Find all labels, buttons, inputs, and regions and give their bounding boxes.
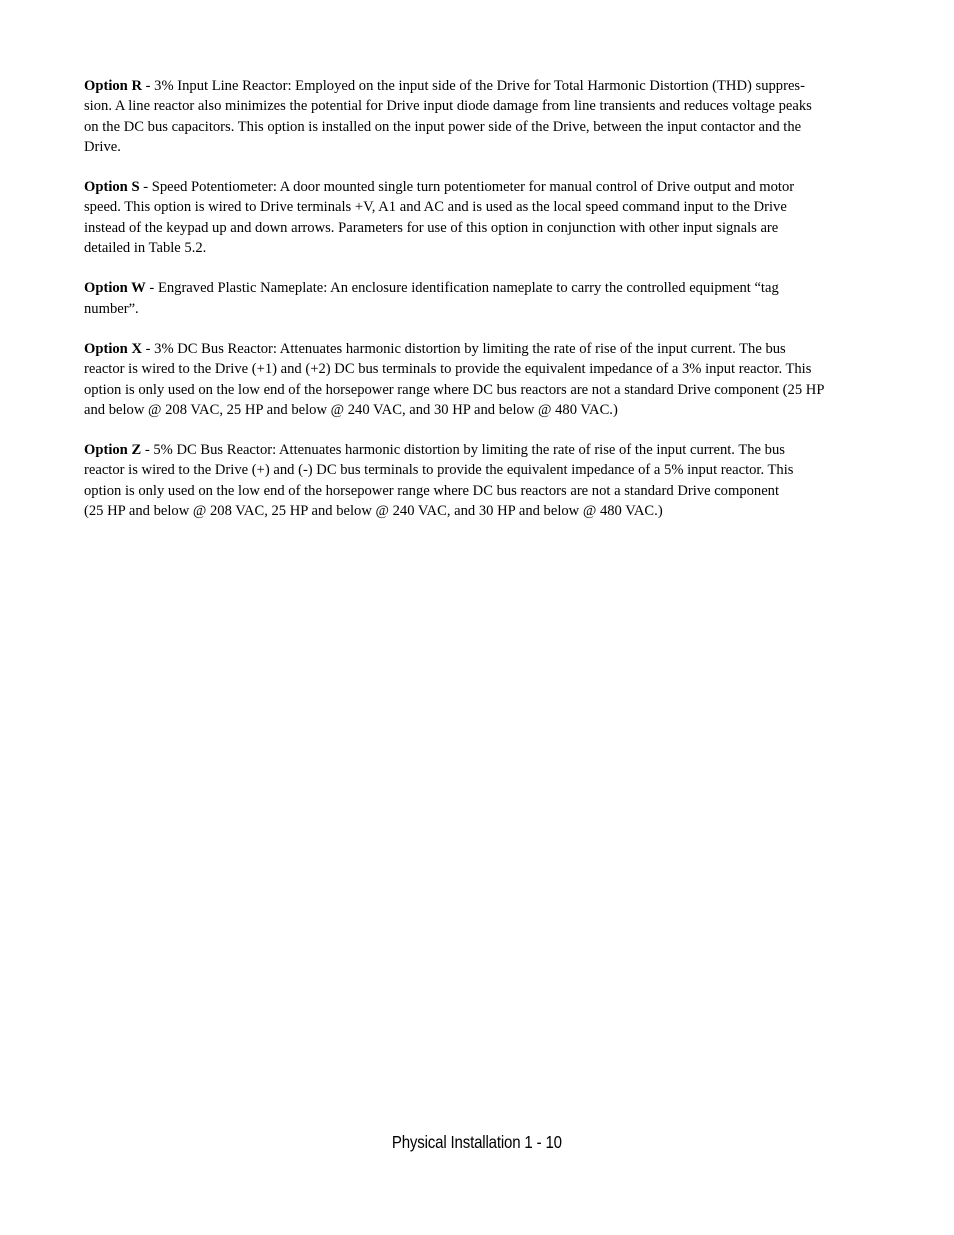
paragraph-line — [84, 440, 874, 460]
paragraph-line: instead of the keypad up and down arrows. Parameters for use of this option in conjunction with other input signals are — [84, 219, 779, 236]
option-s-paragraph — [84, 177, 874, 258]
paragraph-line — [84, 278, 874, 298]
option-z-paragraph — [84, 440, 874, 521]
paragraph-line: reactor is wired to the Drive (+1) and (+2) DC bus terminals to provide the equivalent impedance of a 3% input reactor. This — [84, 361, 812, 378]
paragraph-line — [84, 76, 874, 96]
paragraph-line: reactor is wired to the Drive (+) and (-) DC bus terminals to provide the equivalent impedance of a 5% input reactor. This — [84, 462, 794, 479]
paragraph-line — [84, 177, 874, 197]
paragraph-line: on the DC bus capacitors. This option is installed on the input power side of the Drive, between the input contactor and the — [84, 118, 802, 135]
paragraph-line: speed. This option is wired to Drive terminals +V, A1 and AC and is used as the local speed command input to the Drive — [84, 199, 787, 216]
option-r-paragraph — [84, 76, 874, 157]
paragraph-line: option is only used on the low end of the horsepower range where DC bus reactors are not a standard Drive component (25 HP — [84, 381, 825, 398]
option-w-paragraph — [84, 278, 874, 319]
page-number-label: Physical Installation 1 - 10 — [391, 1132, 563, 1152]
option-text: - 5% DC Bus Reactor: Attenuates harmonic distortion by limiting the rate of rise of the input current. The bus — [141, 442, 785, 459]
page-footer — [0, 1131, 954, 1153]
paragraph-line: (25 HP and below @ 208 VAC, 25 HP and below @ 240 VAC, and 30 HP and below @ 480 VAC.) — [84, 503, 663, 520]
option-label: Option S — [84, 179, 140, 196]
paragraph-line: detailed in Table 5.2. — [84, 240, 207, 257]
option-label: Option X — [84, 340, 142, 357]
option-text: - Engraved Plastic Nameplate: An enclosure identification nameplate to carry the controlled equipment “tag — [145, 280, 779, 297]
paragraph-line — [84, 339, 874, 359]
paragraph-line: sion. A line reactor also minimizes the potential for Drive input diode damage from line transients and reduces voltage peaks — [84, 98, 812, 115]
option-text: - 3% Input Line Reactor: Employed on the input side of the Drive for Total Harmonic Distortion (THD) suppres- — [141, 78, 805, 94]
paragraph-line: and below @ 208 VAC, 25 HP and below @ 240 VAC, and 30 HP and below @ 480 VAC.) — [84, 401, 618, 418]
paragraph-line: number”. — [84, 300, 139, 317]
option-x-paragraph — [84, 339, 874, 420]
option-label: Option Z — [84, 442, 142, 459]
option-label: Option R — [84, 78, 142, 94]
paragraph-line: Drive. — [84, 138, 121, 155]
paragraph-line: option is only used on the low end of the horsepower range where DC bus reactors are not a standard Drive component — [84, 482, 780, 499]
option-text: - Speed Potentiometer: A door mounted single turn potentiometer for manual control of Drive output and motor — [139, 179, 795, 196]
document-body — [84, 76, 874, 541]
option-label: Option W — [84, 280, 146, 297]
option-text: - 3% DC Bus Reactor: Attenuates harmonic distortion by limiting the rate of rise of the input current. The bus — [141, 340, 786, 357]
